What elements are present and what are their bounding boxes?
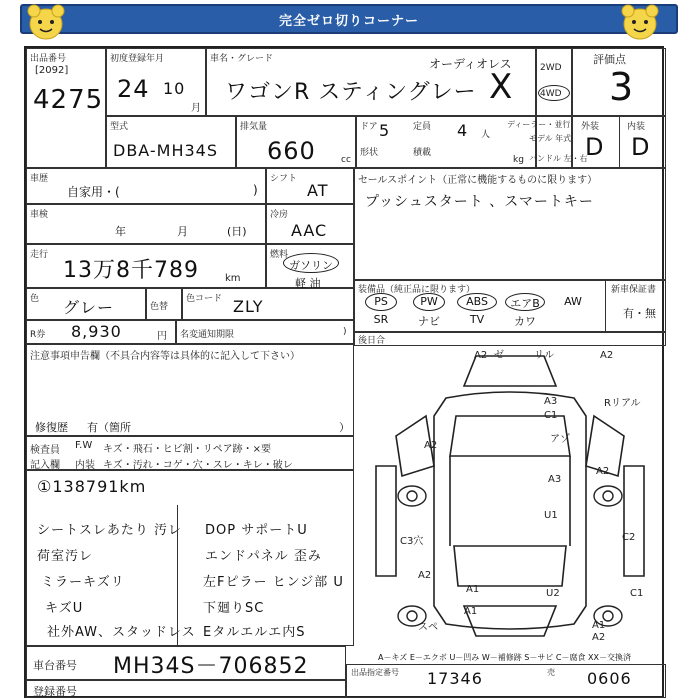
remark-left-3: キズU xyxy=(45,601,84,616)
chassis-label: 車台番号 xyxy=(33,659,77,672)
car-damage-diagram xyxy=(356,346,664,646)
diagram-mark: A1 xyxy=(466,584,480,595)
drive-4wd: 4WD xyxy=(540,89,562,99)
car-name-cell xyxy=(206,48,536,116)
remark-right-2: 左Fピラー ヒンジ部 U xyxy=(203,575,344,590)
color-label: 色 xyxy=(30,294,40,304)
remark-left-4: 社外AW、スタッドレス xyxy=(47,625,196,640)
equipment-sr: SR xyxy=(373,313,389,326)
drive-circle xyxy=(538,85,570,101)
first-reg-label: 初度登録年月 xyxy=(110,54,165,64)
inspection-day: (日) xyxy=(227,225,247,238)
equipment-tv: TV xyxy=(469,313,485,326)
inspection-cell xyxy=(26,204,266,244)
model-label: 型式 xyxy=(110,122,129,132)
equipment-pw: PW xyxy=(420,295,438,308)
rear-label: 後日合 xyxy=(358,336,386,346)
score-cell xyxy=(572,48,666,116)
repair-label: 修復歴 xyxy=(35,421,68,434)
remark-left-1: 荷室汚レ xyxy=(37,549,94,564)
model-cell xyxy=(106,116,236,168)
int-value: D xyxy=(631,133,651,161)
equipment-airbag: エアB xyxy=(510,297,540,310)
grade: X xyxy=(489,67,514,107)
usage-close: ) xyxy=(253,183,258,197)
recycle-label: R券 xyxy=(30,330,46,340)
diagram-mark: A1 xyxy=(464,606,478,617)
equipment-kawa: カワ xyxy=(514,315,536,328)
header-bar xyxy=(20,4,678,34)
lot-cell xyxy=(26,48,106,168)
diagram-mark: A3 xyxy=(544,396,558,407)
fuel-circle xyxy=(283,253,339,273)
chassis-cell xyxy=(26,646,346,680)
color-code: ZLY xyxy=(233,297,264,316)
ext-int-cell xyxy=(572,116,666,168)
load-label: 積載 xyxy=(413,148,432,158)
equipment-navi: ナビ xyxy=(418,315,440,328)
ext-value: D xyxy=(585,133,605,161)
diagram-mark: スペ xyxy=(418,622,438,633)
diagram-mark: U1 xyxy=(544,510,558,521)
fuel-value: ガソリン xyxy=(289,259,333,272)
inspector-cell xyxy=(26,436,354,470)
roof-rails xyxy=(450,456,570,546)
name-change-label: 名変通知期限 xyxy=(180,330,235,340)
bottom-value-2: 0606 xyxy=(587,669,632,688)
reg-year: 24 xyxy=(117,75,150,103)
lot-sub: [2092] xyxy=(35,65,69,76)
diagram-mark: C3穴 xyxy=(400,536,424,547)
displacement-label: 排気量 xyxy=(240,122,268,132)
color-code-cell xyxy=(182,288,354,320)
remark-odometer: ①138791km xyxy=(37,477,147,496)
drive-cell xyxy=(536,48,572,116)
recycle-cell xyxy=(26,320,176,344)
diagram-mark: A2 xyxy=(474,350,488,361)
color-value: グレー xyxy=(63,298,115,317)
inspector-label: 検査員 記入欄 xyxy=(30,445,60,471)
right-side xyxy=(624,466,644,576)
inspection-year: 年 xyxy=(115,225,126,238)
remark-right-4: Eタルエルエ内S xyxy=(203,625,306,640)
shift-cell xyxy=(266,168,354,204)
diagram-mark: A2 xyxy=(596,466,610,477)
diagram-mark: A2 xyxy=(600,350,614,361)
equipment-circle xyxy=(505,293,545,311)
name-change-cell xyxy=(176,320,354,344)
diagram-mark: A1 xyxy=(592,620,606,631)
diagram-mark: ゼ xyxy=(494,350,504,361)
doors-label: ドア xyxy=(360,122,378,132)
diagram-mark: A3 xyxy=(548,474,562,485)
grade-note: オーディオレス xyxy=(429,57,512,71)
notes-label: 注意事項申告欄（不具合内容等は具体的に記入して下さい） xyxy=(30,351,300,362)
equipment-circle xyxy=(365,293,397,311)
seats-unit: 人 xyxy=(481,130,491,140)
interior-label: 内装 xyxy=(75,460,95,471)
seats-label: 定員 xyxy=(413,122,432,132)
color-change-label: 色替 xyxy=(150,302,169,312)
mascot-icon xyxy=(24,2,68,42)
inspection-month: 月 xyxy=(177,225,188,238)
diagram-mark: A2 xyxy=(418,570,432,581)
warranty-label: 新車保証書 xyxy=(611,285,657,295)
kg-unit: kg xyxy=(513,155,524,165)
recycle-value: 8,930 xyxy=(71,322,122,341)
diagram-mark: C1 xyxy=(630,588,644,599)
auction-sheet xyxy=(24,46,664,698)
int-label: 内装 xyxy=(627,122,646,132)
aircon-cell xyxy=(266,204,354,244)
usage-label: 車歴 xyxy=(30,174,49,184)
fuel-cell xyxy=(266,244,354,288)
shape-label: 形状 xyxy=(360,148,379,158)
chassis-value: MH34S－706852 xyxy=(113,654,309,679)
handle-label: ハンドル 左・右 xyxy=(529,154,588,163)
fw-label: F.W xyxy=(75,440,93,451)
dealer-label: ディーラー・並行 xyxy=(507,120,571,129)
name-change-close: ) xyxy=(343,327,347,337)
bottom-label-1: 出品指定番号 xyxy=(351,668,399,677)
diagram-mark: アゾ xyxy=(550,434,570,445)
inspection-label: 車検 xyxy=(30,210,49,220)
bottom-value-1: 17346 xyxy=(427,669,483,688)
usage-value: 自家用・( xyxy=(67,185,120,199)
diagram-mark: Rリアル xyxy=(604,398,641,409)
mileage-cell xyxy=(26,244,266,288)
mascot-icon xyxy=(618,2,662,42)
diagram-mark: C1 xyxy=(544,410,558,421)
mileage-unit: km xyxy=(225,273,241,284)
recycle-unit: 円 xyxy=(157,331,167,342)
rear-window xyxy=(454,546,566,586)
ext-label: 外装 xyxy=(581,122,600,132)
bottom-label-2: 売 xyxy=(547,668,555,677)
remark-right-1: エンドパネル 歪み xyxy=(205,549,322,564)
first-reg-cell xyxy=(106,48,206,116)
equipment-circle xyxy=(413,293,445,311)
model-year-label: モデル 年式 xyxy=(529,134,572,143)
color-cell xyxy=(26,288,146,320)
remark-left-2: ミラーキズリ xyxy=(41,575,125,590)
displacement-cell xyxy=(236,116,356,168)
remarks-cell xyxy=(26,470,354,646)
mileage-value: 13万8千789 xyxy=(63,258,199,283)
equipment-label: 装備品（純正品に限ります） xyxy=(358,285,476,295)
remark-right-3: 下廻りSC xyxy=(203,601,265,616)
mileage-label: 走行 xyxy=(30,250,49,260)
fw-items: キズ・飛石・ヒビ割・リペア跡・×要 xyxy=(103,444,271,455)
repair-close: ） xyxy=(339,421,350,434)
reg-no-cell xyxy=(26,680,346,698)
diagram-mark: リル xyxy=(534,350,554,361)
drive-2wd: 2WD xyxy=(540,63,562,73)
diagram-mark: U2 xyxy=(546,588,560,599)
fuel-alt: 軽 油 xyxy=(295,277,321,290)
reg-no-label: 登録番号 xyxy=(33,685,77,698)
lot-number: 4275 xyxy=(33,85,104,115)
diagram-mark: A2 xyxy=(592,632,606,643)
score-label: 評価点 xyxy=(593,53,626,66)
warranty-value: 有・無 xyxy=(623,307,656,320)
header-title: 完全ゼロ切りコーナー xyxy=(278,13,419,29)
rear-bumper xyxy=(464,606,556,636)
left-side xyxy=(376,466,396,576)
lot-label: 出品番号 xyxy=(30,54,67,64)
sales-point-value: プッシュスタート 、スマートキー xyxy=(365,194,594,210)
model-value: DBA-MH34S xyxy=(113,141,219,160)
repair-value: 有（箇所 xyxy=(87,421,131,434)
equipment-aw: AW xyxy=(564,295,582,308)
aircon-label: 冷房 xyxy=(270,210,289,220)
equipment-circle xyxy=(457,293,497,311)
car-name: ワゴンR スティングレー xyxy=(225,80,477,105)
seats-value: 4 xyxy=(457,121,469,140)
bottom-right-cell xyxy=(346,664,666,698)
diagram-mark: A2 xyxy=(424,440,438,451)
damage-legend: A－キズ E－エクボ U－凹み W－補修跡 S－サビ C－腐食 XX－交換済 xyxy=(378,653,632,662)
sales-point-cell xyxy=(354,168,666,280)
remark-left-0: シートスレあたり 汚レ xyxy=(37,523,183,538)
reg-month: 10 xyxy=(163,79,186,98)
equipment-abs: ABS xyxy=(466,295,488,308)
score-value: 3 xyxy=(609,65,635,109)
rear-cell xyxy=(354,332,666,346)
aircon-value: AAC xyxy=(291,221,328,240)
sales-point-label: セールスポイント（正常に機能するものに限ります） xyxy=(358,175,598,186)
cc-unit: cc xyxy=(341,155,351,165)
color-code-label: 色コード xyxy=(186,294,223,304)
displacement-value: 660 xyxy=(267,137,316,165)
month-unit: 月 xyxy=(191,103,201,114)
notes-cell xyxy=(26,344,354,436)
car-outline xyxy=(434,392,586,629)
fuel-label: 燃料 xyxy=(270,250,289,260)
shift-label: シフト xyxy=(270,174,298,184)
car-name-label: 車名・グレード xyxy=(210,54,274,64)
usage-cell xyxy=(26,168,266,204)
doors-value: 5 xyxy=(379,121,391,140)
color-change-cell xyxy=(146,288,182,320)
remark-right-0: DOP サポートU xyxy=(205,523,308,538)
interior-items: キズ・汚れ・コゲ・穴・スレ・キレ・破レ xyxy=(103,460,293,471)
equipment-ps: PS xyxy=(374,295,388,308)
shift-value: AT xyxy=(307,181,329,200)
diagram-mark: C2 xyxy=(622,532,636,543)
equipment-cell xyxy=(354,280,666,332)
